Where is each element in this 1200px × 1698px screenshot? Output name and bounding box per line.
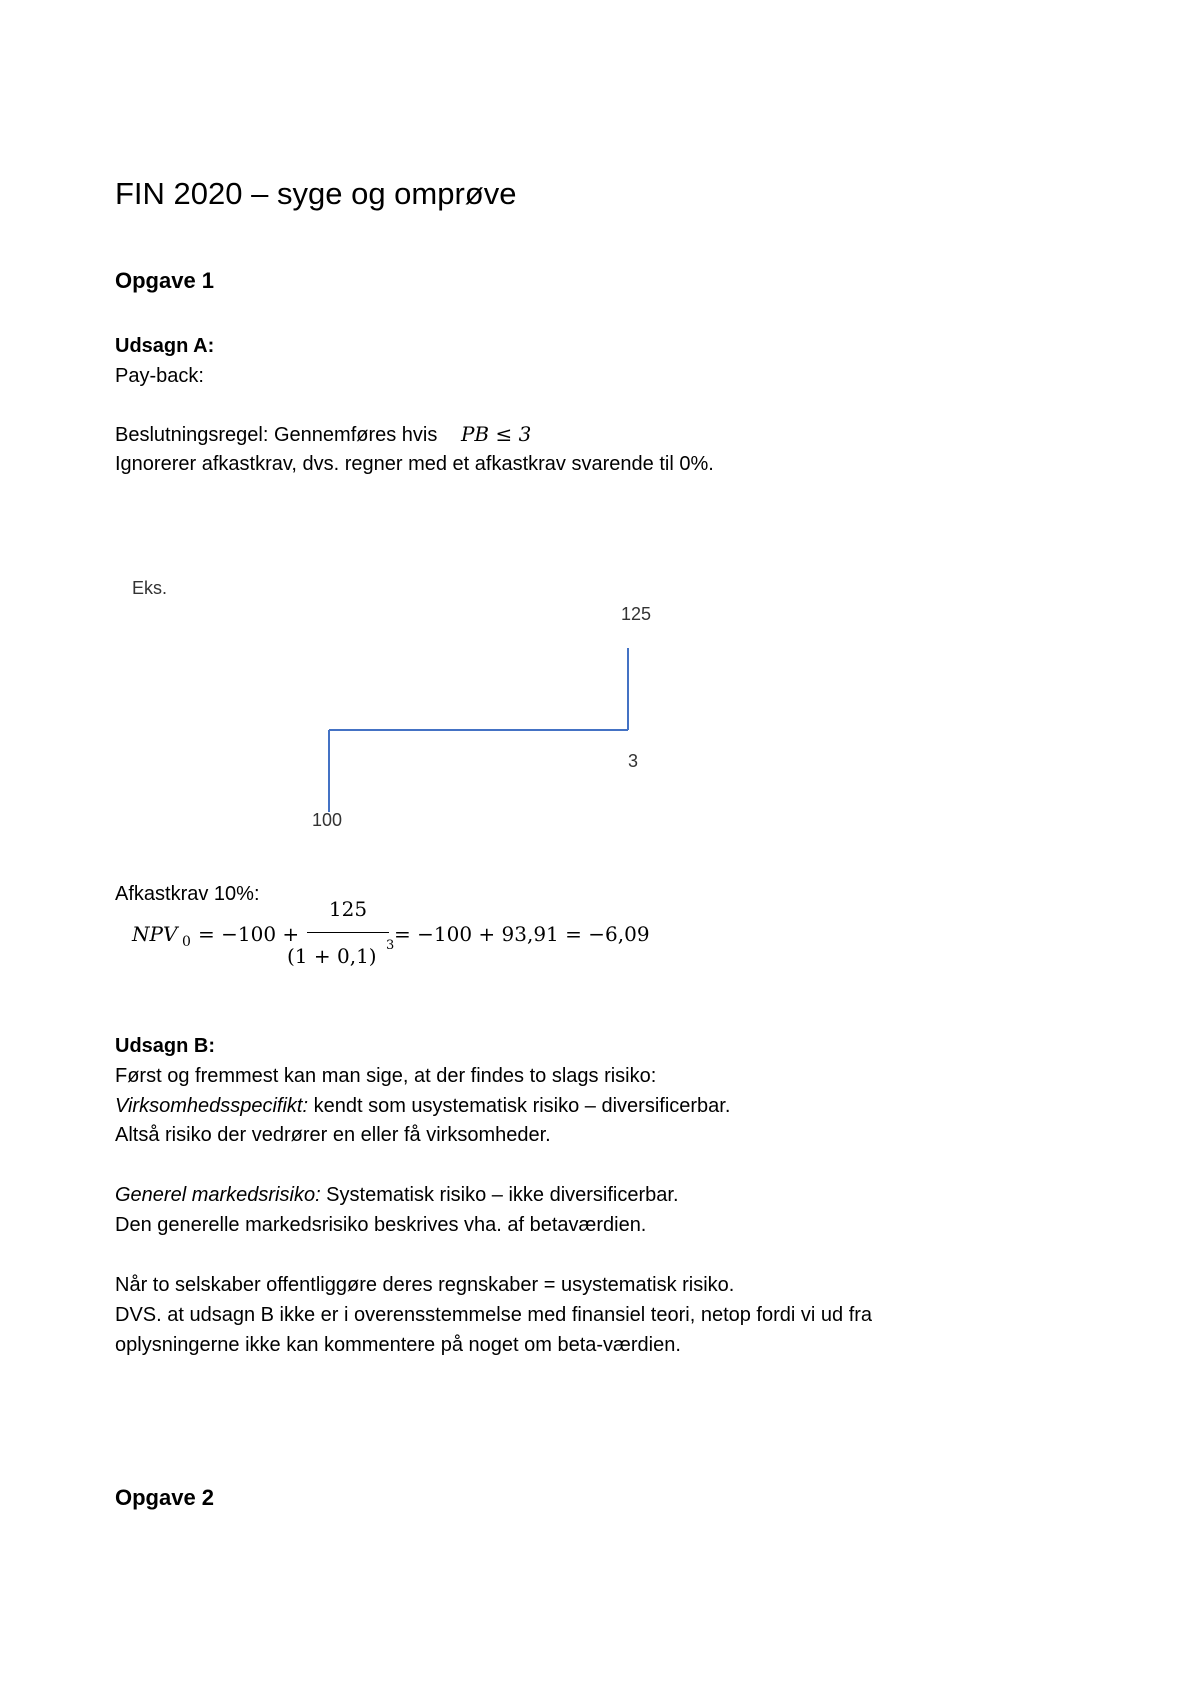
udsagn-b-line8: oplysningerne ikke kan kommentere på noget om beta-værdien. [115,1334,681,1356]
npv-symbol: NPV [132,922,178,946]
payback-label: Pay-back: [115,365,204,387]
npv-eq-left: = −100 + [198,922,300,946]
udsagn-b-line5: Den generelle markedsrisiko beskrives vha. af betaværdien. [115,1214,647,1236]
ignore-required-return: Ignorerer afkastkrav, dvs. regner med et afkastkrav svarende til 0%. [115,453,714,475]
afkastkrav-label: Afkastkrav 10%: [115,883,260,905]
outflow-value: 100 [312,810,343,830]
market-risk-desc: Systematisk risiko – ikke diversificerbar. [320,1184,679,1206]
decision-rule-formula: PB ≤ 3 [460,422,532,446]
udsagn-b-line1: Først og fremmest kan man sige, at der findes to slags risiko: [115,1065,657,1087]
udsagn-a-label: Udsagn A: [115,335,215,357]
opgave2-heading: Opgave 2 [115,1485,215,1510]
npv-subscript: 0 [182,934,191,950]
udsagn-b-line3: Altså risiko der vedrører en eller få virksomheder. [115,1124,551,1146]
npv-eq-right: = −100 + 93,91 = −6,09 [394,922,650,946]
udsagn-b-line4 [115,1180,679,1210]
udsagn-b-label: Udsagn B: [115,1035,215,1057]
decision-rule-text: Beslutningsregel: Gennemføres hvis [115,424,438,446]
market-risk-term: Generel markedsrisiko: [115,1184,321,1206]
example-label: Eks. [132,578,168,598]
decision-rule [115,419,531,450]
firm-specific-desc: kendt som usystematisk risiko – diversificerbar. [308,1095,731,1117]
fraction-numerator: 125 [328,897,368,921]
fraction-bar [307,932,389,933]
cashflow-diagram [120,568,680,838]
opgave1-heading: Opgave 1 [115,268,215,293]
udsagn-b-line6: Når to selskaber offentliggøre deres regnskaber = usystematisk risiko. [115,1274,735,1296]
period-label: 3 [628,751,639,771]
document-title: FIN 2020 – syge og omprøve [115,176,517,211]
inflow-value: 125 [621,604,652,624]
udsagn-b-line2 [115,1091,730,1121]
firm-specific-term: Virksomhedsspecifikt: [115,1095,309,1117]
fraction-exponent: 3 [386,938,395,953]
udsagn-b-line7: DVS. at udsagn B ikke er i overensstemmelse med finansiel teori, netop fordi vi ud fra [115,1304,873,1326]
fraction-denominator: (1 + 0,1) [287,944,377,968]
